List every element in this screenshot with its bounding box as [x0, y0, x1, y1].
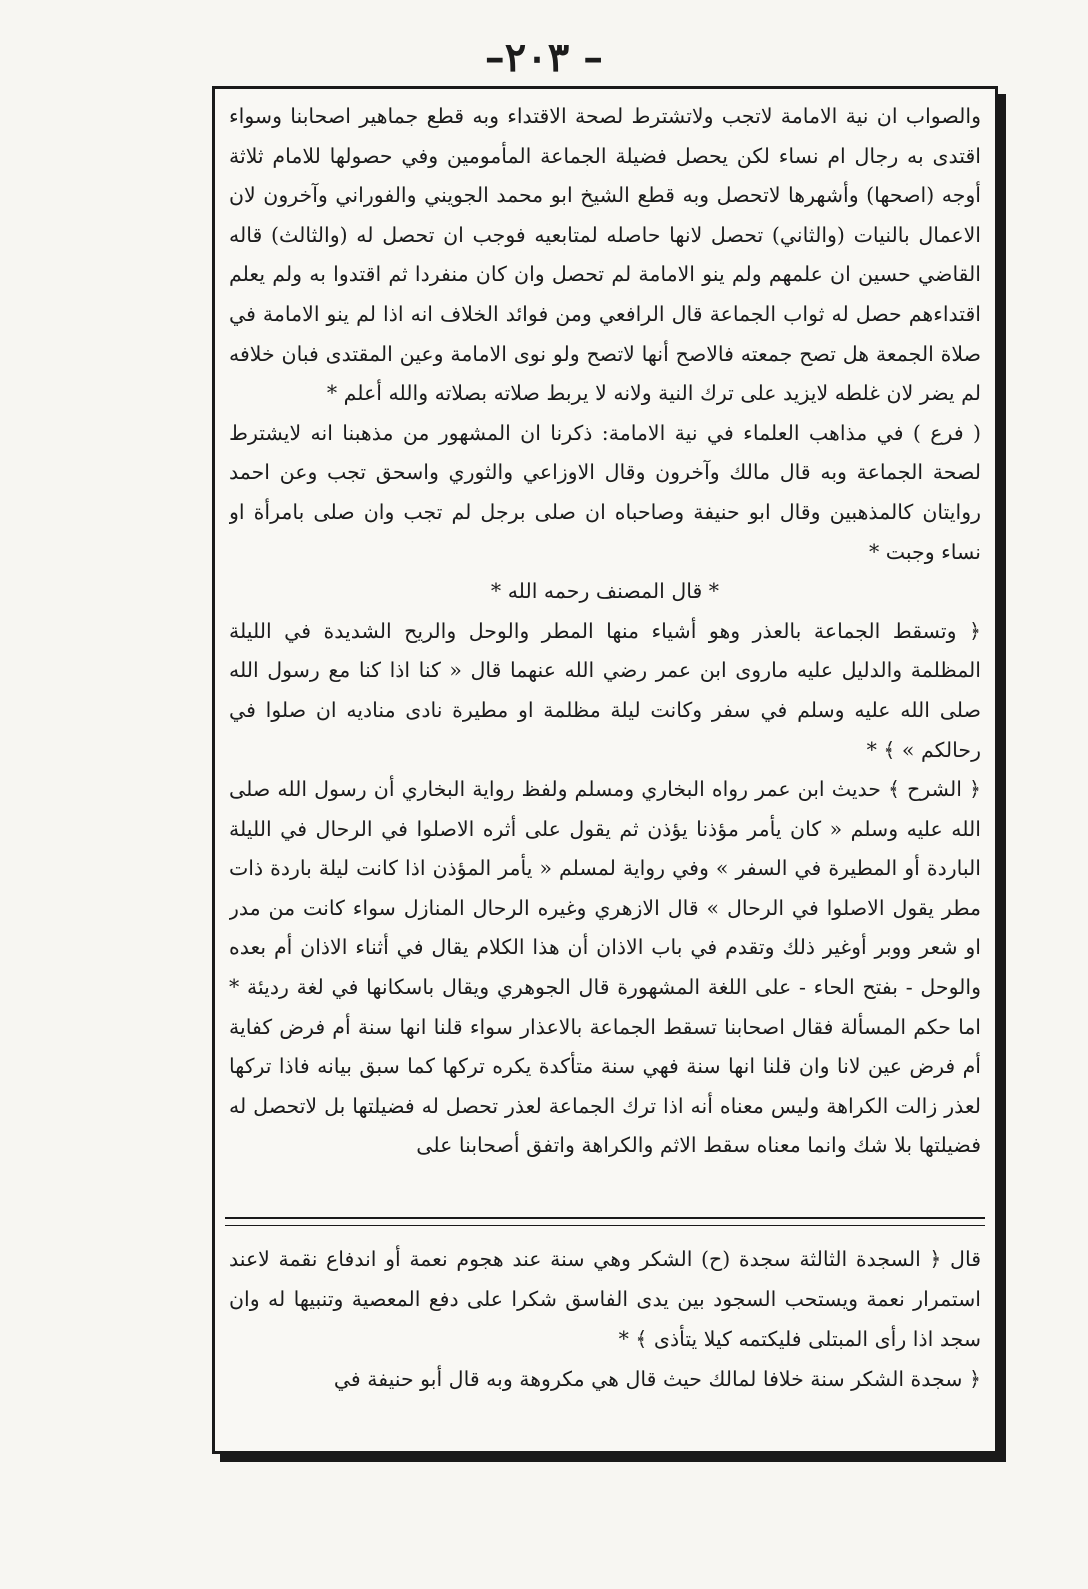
page-frame: [212, 86, 998, 1454]
paragraph-niyyat-al-imama: والصواب ان نية الامامة لاتجب ولاتشترط لصحة الاقتداء وبه قطع جماهير اصحابنا وسواء اقتدى به رجال ام نساء لكن يحصل فضيلة الجماعة المأمومين وفي حصولها للامام ثلاثة أوجه (اصحها) وأشهرها لاتحصل وبه قطع الشيخ ابو محمد الجويني والفوراني وآخرون لان الاعمال بالنيات (والثاني) تحصل لانها حاصله لمتابعيه فوجب ان تحصل له (والثالث) قاله القاضي حسين ان علمهم ولم ينو الامامة لم تحصل وان كان منفردا ثم اقتدوا به ولم يعلم اقتداءهم حصل له ثواب الجماعة قال الرافعي ومن فوائد الخلاف انه اذا لم ينو الامامة في صلاة الجمعة هل تصح جمعته فالاصح أنها لاتصح ولو نوى الامامة وعين المقتدى فبان خلافه لم يضر لان غلطه لايزيد على ترك النية ولانه لا يربط صلاته بصلاته والله أعلم *: [229, 104, 981, 406]
footnote-separator: [225, 1217, 985, 1219]
footnote-paragraph: ﴿ سجدة الشكر سنة خلافا لمالك حيث قال هي مكروهة وبه قال أبو حنيفة في: [333, 1367, 981, 1391]
paragraph-sharh: ﴿ الشرح ﴾ حديث ابن عمر رواه البخاري ومسلم ولفظ رواية البخاري أن رسول الله صلى الله عليه وسلم « كان يأمر مؤذنا يؤذن ثم يقول على أثره الاصلوا في الرحال في الليلة الباردة أو المطيرة في السفر » وفي رواية لمسلم « يأمر المؤذن اذا كانت ليلة باردة ذات مطر يقول الاصلوا في الرحال » قال الازهري وغيره الرحال المنازل سواء كانت من مدر او شعر ووبر أوغير ذلك وتقدم في باب الاذان أن هذا الكلام يقال في أثناء الاذان أم بعده والوحل - بفتح الحاء - على اللغة المشهورة قال الجوهري ويقال باسكانها في لغة رديئة * اما حكم المسألة فقال اصحابنا تسقط الجماعة بالاعذار سواء قلنا انها سنة أم فرض كفاية أم فرض عين لانا وان قلنا انها سنة فهي سنة متأكدة يكره تركها كما سبق بيانه فاذا تركها لعذر زالت الكراهة وليس معناه أنه اذا ترك الجماعة لعذر تحصل له فضيلتها بل لاتحصل له فضيلتها بلا شك وانما معناه سقط الاثم والكراهة واتفق أصحابنا على: [229, 777, 981, 1158]
main-text: [229, 97, 981, 1207]
footnote-text: [229, 1239, 981, 1444]
paragraph-matn: ﴿ وتسقط الجماعة بالعذر وهو أشياء منها المطر والوحل والريح الشديدة في الليلة المظلمة والدليل عليه ماروى ابن عمر رضي الله عنهما قال « كنا اذا كنا مع رسول الله صلى الله عليه وسلم في سفر وكانت ليلة مظلمة او مطيرة نادى مناديه ان صلوا في رحالكم » ﴾ *: [229, 618, 981, 762]
author-heading: * قال المصنف رحمه الله *: [490, 579, 720, 604]
paragraph-far: ( فرع ) في مذاهب العلماء في نية الامامة: ذكرنا ان المشهور من مذهبنا انه لايشترط لصحة الجماعة وبه قال مالك وآخرون وقال الاوزاعي والثوري واسحق تجب وعن احمد روايتان كالمذهبين وقال ابو حنيفة وصاحباه ان صلى برجل لم تجب وان صلى بامرأة او نساء وجبت *: [229, 420, 981, 564]
page-number: – ٢٠٣–: [484, 34, 604, 81]
footnote-separator-thin: [225, 1225, 985, 1226]
footnote-paragraph: قال ﴿ السجدة الثالثة سجدة (ح) الشكر وهي سنة عند هجوم نعمة أو اندفاع نقمة لاعند استمرار نعمة ويستحب السجود بين يدى الفاسق شكرا على دفع المعصية وتنبيها له وان سجد اذا رأى المبتلى فليكتمه كيلا يتأذى ﴾ *: [229, 1247, 981, 1351]
